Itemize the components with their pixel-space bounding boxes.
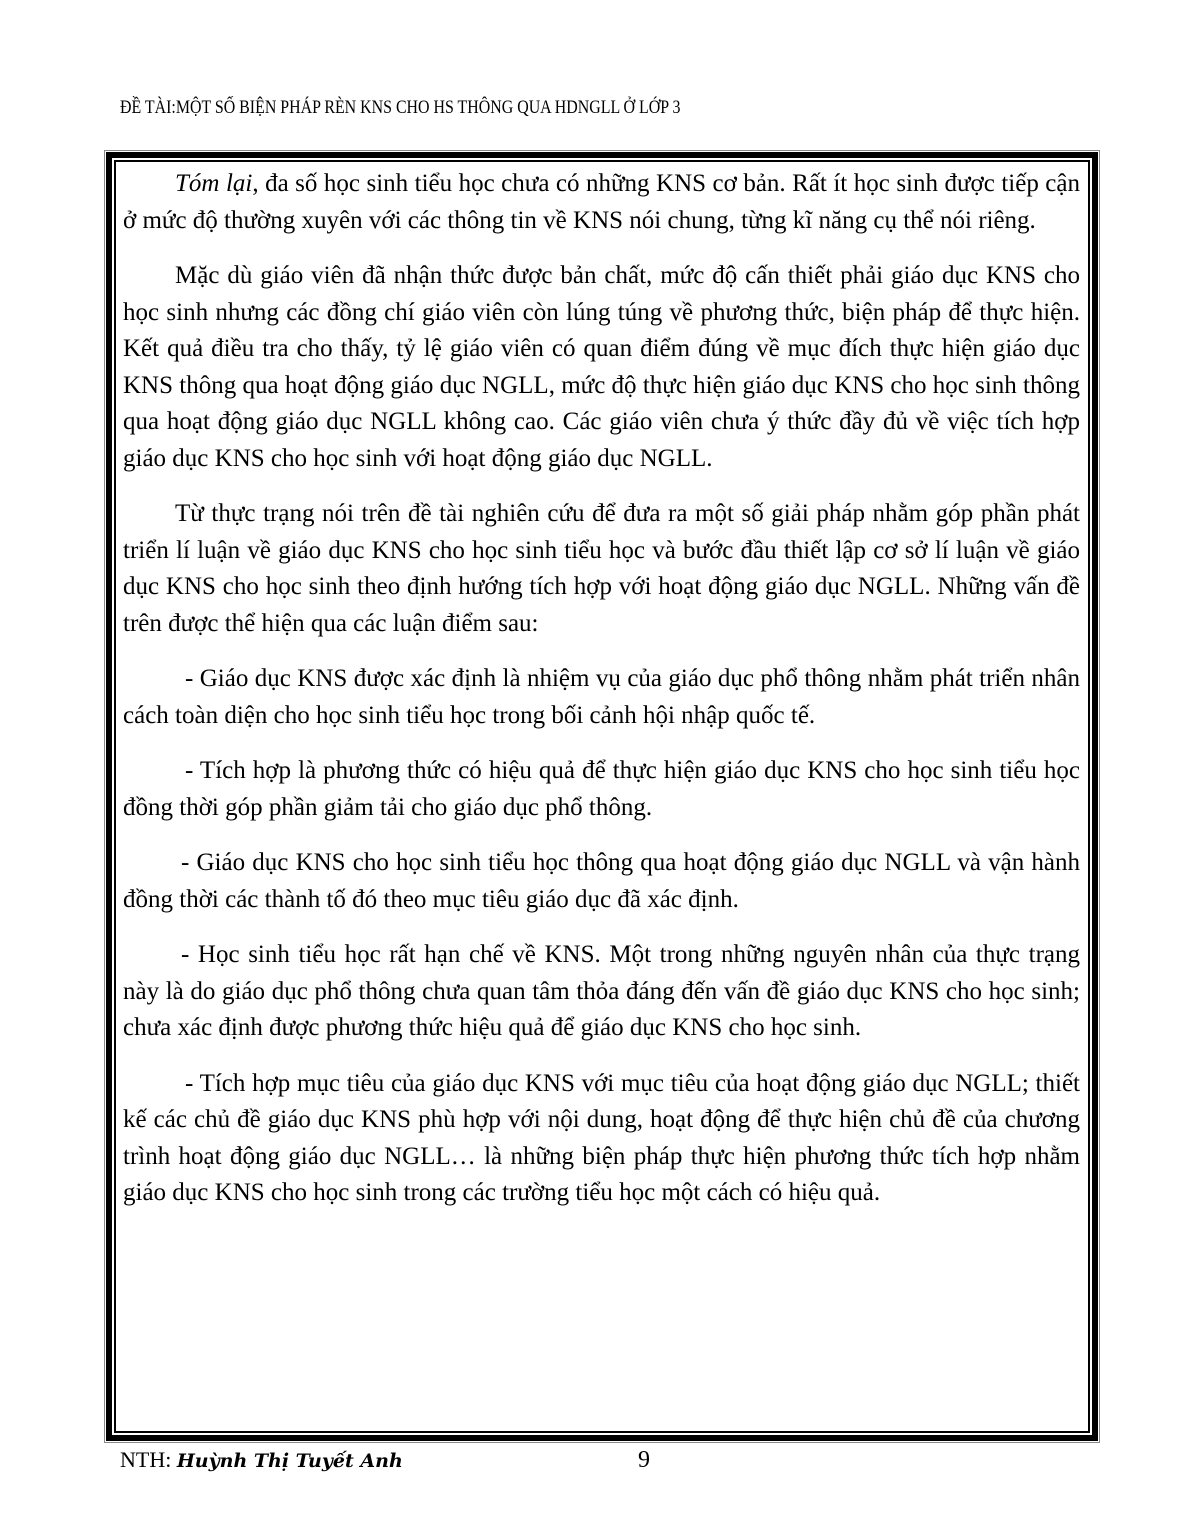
summary-lead: Tóm lại	[175, 170, 253, 197]
page-number: 9	[638, 1447, 650, 1473]
document-header: ĐỀ TÀI:MỘT SỐ BIỆN PHÁP RÈN KNS CHO HS THÔNG QUA HDNGLL Ở LỚP 3	[120, 98, 681, 118]
summary-text: , đa số học sinh tiểu học chưa có những KNS cơ bản. Rất ít học sinh được tiếp cận ở mức độ thường xuyên với các thông tin về KNS nói chung, từng kĩ năng cụ thể nói riêng.	[123, 170, 1080, 234]
footer-author-line	[120, 1447, 403, 1473]
paragraph: Từ thực trạng nói trên đề tài nghiên cứu để đưa ra một số giải pháp nhằm góp phần phát triển lí luận về giáo dục KNS cho học sinh tiểu học và bước đầu thiết lập cơ sở lí luận về giáo dục KNS cho học sinh theo định hướng tích hợp với hoạt động giáo dục NGLL. Những vấn đề trên được thể hiện qua các luận điểm sau:	[123, 500, 1080, 637]
body-text	[123, 166, 1080, 1212]
bullet-point: - Giáo dục KNS cho học sinh tiểu học thông qua hoạt động giáo dục NGLL và vận hành đồng thời các thành tố đó theo mục tiêu giáo dục đã xác định.	[123, 849, 1080, 913]
bullet-point: - Học sinh tiểu học rất hạn chế về KNS. Một trong những nguyên nhân của thực trạng này là do giáo dục phổ thông chưa quan tâm thỏa đáng đến vấn đề giáo dục KNS cho học sinh; chưa xác định được phương thức hiệu quả để giáo dục KNS cho học sinh.	[123, 941, 1080, 1041]
paragraph: Mặc dù giáo viên đã nhận thức được bản chất, mức độ cấn thiết phải giáo dục KNS cho học sinh nhưng các đồng chí giáo viên còn lúng túng về phương thức, biện pháp để thực hiện. Kết quả điều tra cho thấy, tỷ lệ giáo viên có quan điểm đúng về mục đích thực hiện giáo dục KNS thông qua hoạt động giáo dục NGLL, mức độ thực hiện giáo dục KNS cho học sinh thông qua hoạt động giáo dục NGLL không cao. Các giáo viên chưa ý thức đầy đủ về việc tích hợp giáo dục KNS cho học sinh với hoạt động giáo dục NGLL.	[123, 262, 1080, 472]
bullet-point: - Giáo dục KNS được xác định là nhiệm vụ của giáo dục phổ thông nhằm phát triển nhân cách toàn diện cho học sinh tiểu học trong bối cảnh hội nhập quốc tế.	[123, 665, 1080, 729]
paragraph-summary	[123, 166, 1080, 239]
bullet-point: - Tích hợp là phương thức có hiệu quả để thực hiện giáo dục KNS cho học sinh tiểu học đồng thời góp phần giảm tải cho giáo dục phổ thông.	[123, 757, 1080, 821]
footer-label: NTH:	[120, 1447, 177, 1472]
footer-author-name: Huỳnh Thị Tuyết Anh	[176, 1450, 403, 1472]
bullet-point: - Tích hợp mục tiêu của giáo dục KNS với mục tiêu của hoạt động giáo dục NGLL; thiết kế các chủ đề giáo dục KNS phù hợp với nội dung, hoạt động để thực hiện chủ đề của chương trình hoạt động giáo dục NGLL… là những biện pháp thực hiện phương thức tích hợp nhằm giáo dục KNS cho học sinh trong các trường tiểu học một cách có hiệu quả.	[123, 1069, 1080, 1206]
